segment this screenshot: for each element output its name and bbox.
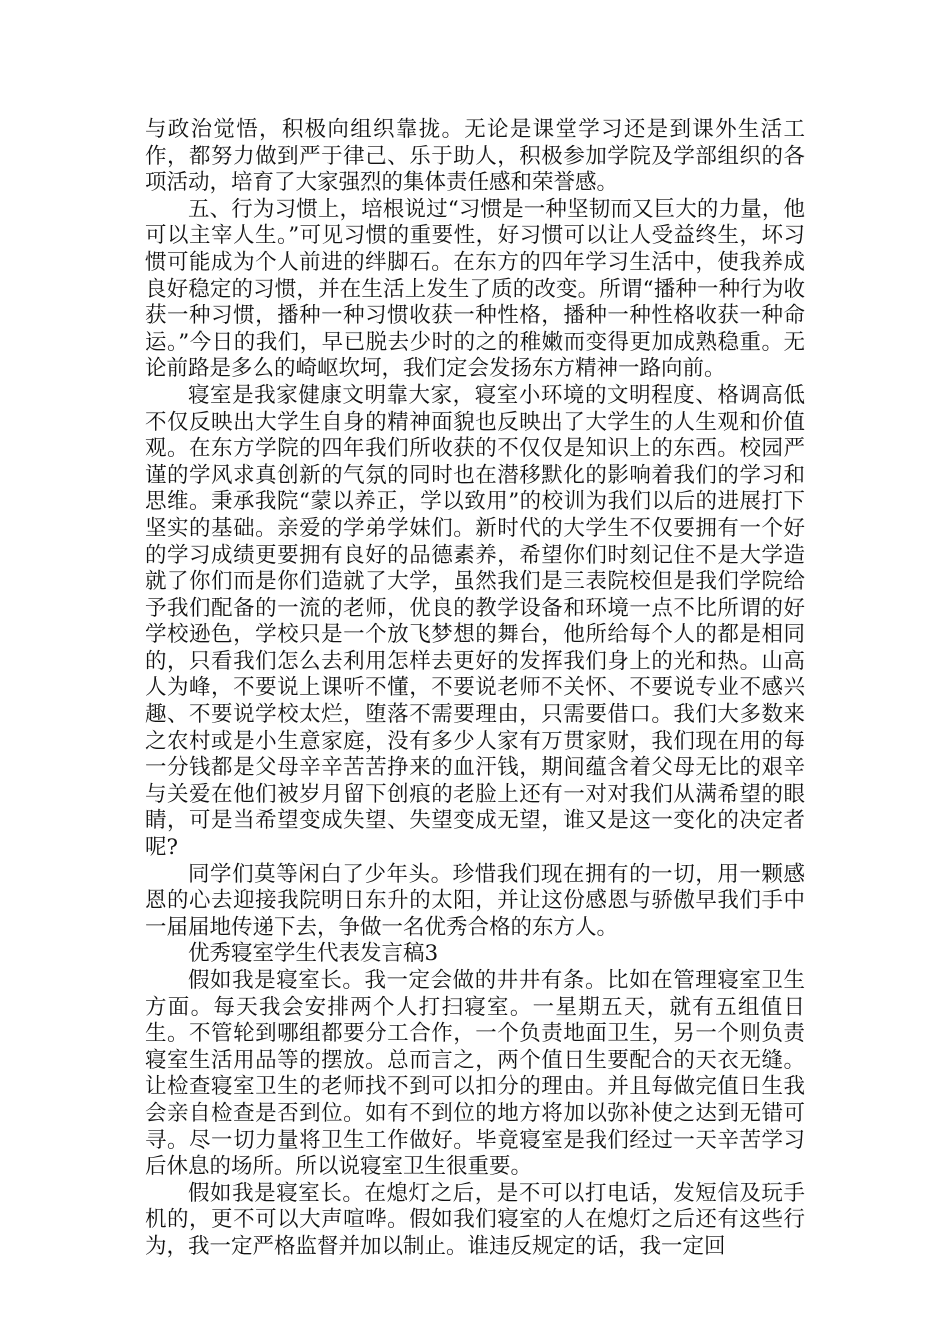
paragraph-continuation: 与政治觉悟，积极向组织靠拢。无论是课堂学习还是到课外生活工作，都努力做到严于律己、乐于助人，积极参加学院及学部组织的各项活动，培育了大家强烈的集体责任感和荣誉感。 <box>145 117 805 196</box>
paragraph-dorm-hygiene: 假如我是寝室长。我一定会做的井井有条。比如在管理寝室卫生方面。每天我会安排两个人打扫寝室。一星期五天，就有五组值日生。不管轮到哪组都要分工合作，一个负责地面卫生，另一个则负责寝室生活用品等的摆放。总而言之，两个值日生要配合的天衣无缝。让检查寝室卫生的老师找不到可以扣分的理由。并且每做完值日生我会亲自检查是否到位。如有不到位的地方将加以弥补使之达到无错可寻。尽一切力量将卫生工作做好。毕竟寝室是我们经过一天辛苦学习后休息的场所。所以说寝室卫生很重要。 <box>145 968 805 1180</box>
document-page <box>145 117 805 1261</box>
paragraph-lights-out: 假如我是寝室长。在熄灯之后，是不可以打电话，发短信及玩手机的，更不可以大声喧哗。假如我们寝室的人在熄灯之后还有这些行为，我一定严格监督并加以制止。谁违反规定的话，我一定回 <box>145 1180 805 1259</box>
section-heading: 优秀寝室学生代表发言稿3 <box>188 941 439 967</box>
paragraph-behavior-habits: 五、行为习惯上，培根说过“习惯是一种坚韧而又巨大的力量，他可以主宰人生。”可见习惯的重要性，好习惯可以让人受益终生，坏习惯可能成为个人前进的绊脚石。在东方的四年学习生活中，使我养成良好稳定的习惯，并在生活上发生了质的改变。所谓“播种一种行为收获一种习惯，播种一种习惯收获一种性格，播种一种性格收获一种命运。”今日的我们，早已脱去少时的之的稚嫩而变得更加成熟稳重。无论前路是多么的崎岖坎坷，我们定会发扬东方精神一路向前。 <box>145 196 805 382</box>
paragraph-cherish-time: 同学们莫等闲白了少年头。珍惜我们现在拥有的一切，用一颗感恩的心去迎接我院明日东升的太阳，并让这份感恩与骄傲早我们手中一届届地传递下去，争做一名优秀合格的东方人。 <box>145 861 805 940</box>
paragraph-dorm-civility: 寝室是我家健康文明靠大家，寝室小环境的文明程度、格调高低不仅反映出大学生自身的精神面貌也反映出了大学生的人生观和价值观。在东方学院的四年我们所收获的不仅仅是知识上的东西。校园严谨的学风求真创新的气氛的同时也在潜移默化的影响着我们的学习和思维。秉承我院“蒙以养正，学以致用”的校训为我们以后的进展打下坚实的基础。亲爱的学弟学妹们。新时代的大学生不仅要拥有一个好的学习成绩更要拥有良好的品德素养，希望你们时刻记住不是大学造就了你们而是你们造就了大学，虽然我们是三表院校但是我们学院给予我们配备的一流的老师，优良的教学设备和环境一点不比所谓的好学校逊色，学校只是一个放飞梦想的舞台，他所给每个人的都是相同的，只看我们怎么去利用怎样去更好的发挥我们身上的光和热。山高人为峰，不要说上课听不懂，不要说老师不关怀、不要说专业不感兴趣、不要说学校太烂，堕落不需要理由，只需要借口。我们大多数来之农村或是小生意家庭，没有多少人家有万贯家财，我们现在用的每一分钱都是父母辛辛苦苦挣来的血汗钱，期间蕴含着父母无比的艰辛与关爱在他们被岁月留下创痕的老脸上还有一对对我们从满希望的眼睛，可是当希望变成失望、失望变成无望，谁又是这一变化的决定者呢? <box>145 382 805 861</box>
